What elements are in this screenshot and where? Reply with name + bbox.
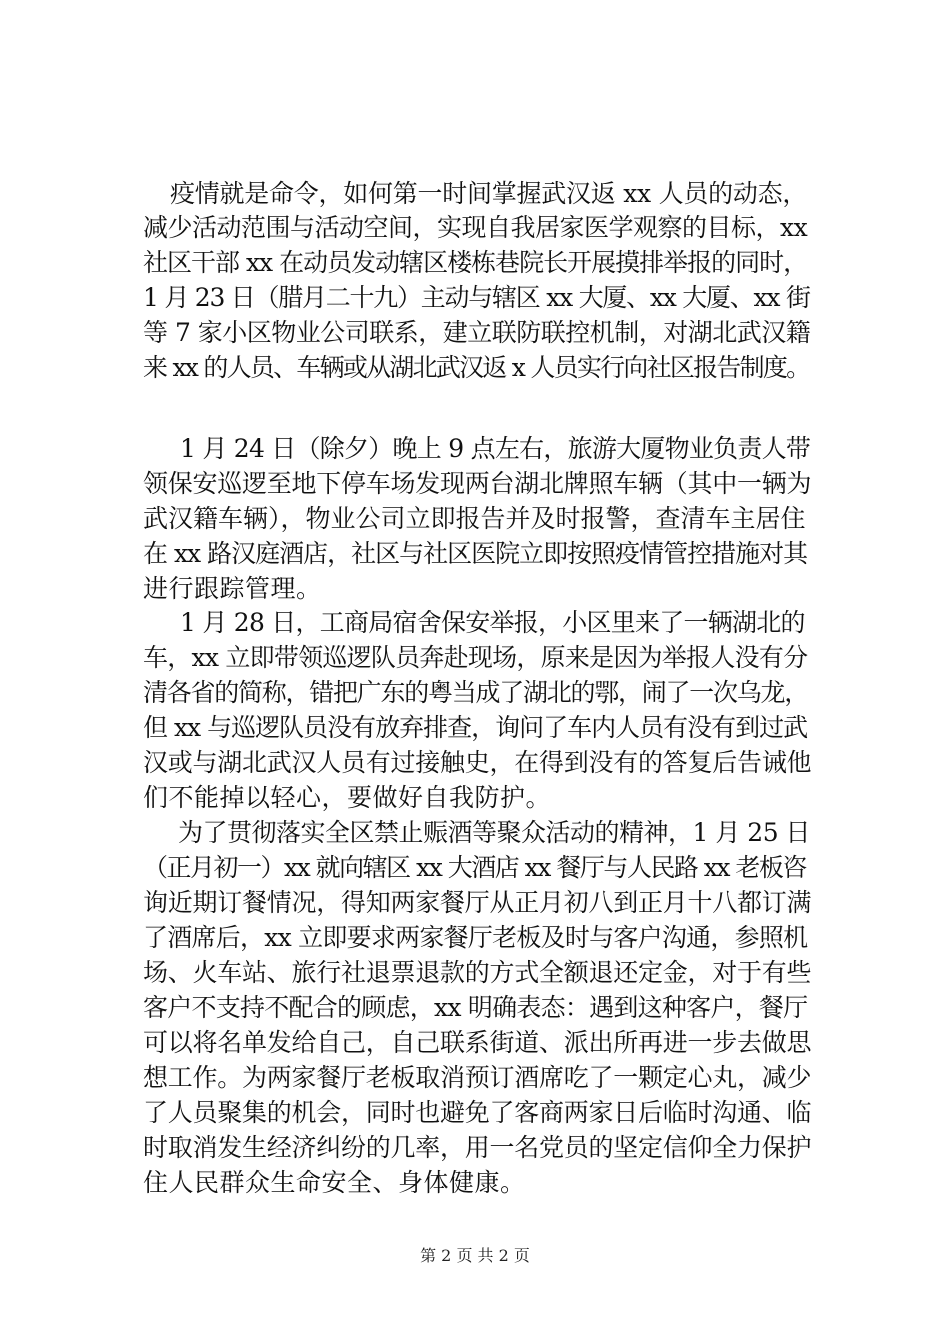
paragraph-line: （正月初一）xx 就向辖区 xx 大酒店 xx 餐厅与人民路 xx 老板咨 <box>143 853 806 882</box>
paragraph-line: 可以将名单发给自己，自己联系街道、派出所再进一步去做思 <box>143 1028 812 1057</box>
paragraph-line: 进行跟踪管理。 <box>143 574 322 603</box>
paragraph-line: 汉或与湖北武汉人员有过接触史，在得到没有的答复后告诫他 <box>143 748 812 777</box>
paragraph-line: 车，xx 立即带领巡逻队员奔赴现场，原来是因为举报人没有分 <box>143 643 808 672</box>
paragraph-line: 了酒席后，xx 立即要求两家餐厅老板及时与客户沟通，参照机 <box>143 923 808 952</box>
paragraph-line: 在 xx 路汉庭酒店，社区与社区医院立即按照疫情管控措施对其 <box>143 539 808 568</box>
paragraph-line: 1 月 24 日（除夕）晚上 9 点左右，旅游大厦物业负责人带 <box>180 434 811 463</box>
paragraph-line: 1 月 28 日，工商局宿舍保安举报，小区里来了一辆湖北的 <box>180 608 805 637</box>
paragraph-line: 等 7 家小区物业公司联系，建立联防联控机制，对湖北武汉籍 <box>143 318 811 347</box>
paragraph-line: 询近期订餐情况，得知两家餐厅从正月初八到正月十八都订满 <box>143 888 812 917</box>
paragraph-line: 想工作。为两家餐厅老板取消预订酒席吃了一颗定心丸，减少 <box>143 1063 812 1092</box>
paragraph-line: 客户不支持不配合的顾虑，xx 明确表态：遇到这种客户，餐厅 <box>143 993 808 1022</box>
page-number-footer: 第 2 页 共 2 页 <box>420 1246 530 1265</box>
paragraph-line: 但 xx 与巡逻队员没有放弃排查，询问了车内人员有没有到过武 <box>143 713 808 742</box>
paragraph-line: 减少活动范围与活动空间，实现自我居家医学观察的目标，xx <box>143 213 808 242</box>
paragraph-line: 1 月 23 日（腊月二十九）主动与辖区 xx 大厦、xx 大厦、xx 街 <box>143 283 810 312</box>
paragraph-line: 疫情就是命令，如何第一时间掌握武汉返 xx 人员的动态， <box>170 179 808 208</box>
paragraph-line: 领保安巡逻至地下停车场发现两台湖北牌照车辆（其中一辆为 <box>143 469 812 498</box>
paragraph-line: 武汉籍车辆），物业公司立即报告并及时报警，查清车主居住 <box>143 504 806 533</box>
paragraph-line: 来 xx 的人员、车辆或从湖北武汉返 x 人员实行向社区报告制度。 <box>143 353 810 382</box>
paragraph-line: 们不能掉以轻心，要做好自我防护。 <box>143 783 552 812</box>
paragraph-line: 时取消发生经济纠纷的几率，用一名党员的坚定信仰全力保护 <box>143 1133 812 1162</box>
paragraph-line: 住人民群众生命安全、身体健康。 <box>143 1168 526 1197</box>
paragraph-line: 了人员聚集的机会，同时也避免了客商两家日后临时沟通、临 <box>143 1098 812 1127</box>
paragraph-line: 清各省的简称，错把广东的粤当成了湖北的鄂，闹了一次乌龙， <box>143 678 809 707</box>
paragraph-line: 场、火车站、旅行社退票退款的方式全额退还定金，对于有些 <box>143 958 812 987</box>
paragraph-line: 社区干部 xx 在动员发动辖区楼栋巷院长开展摸排举报的同时， <box>143 248 808 277</box>
paragraph-line: 为了贯彻落实全区禁止赈酒等聚众活动的精神，1 月 25 日 <box>178 818 811 847</box>
